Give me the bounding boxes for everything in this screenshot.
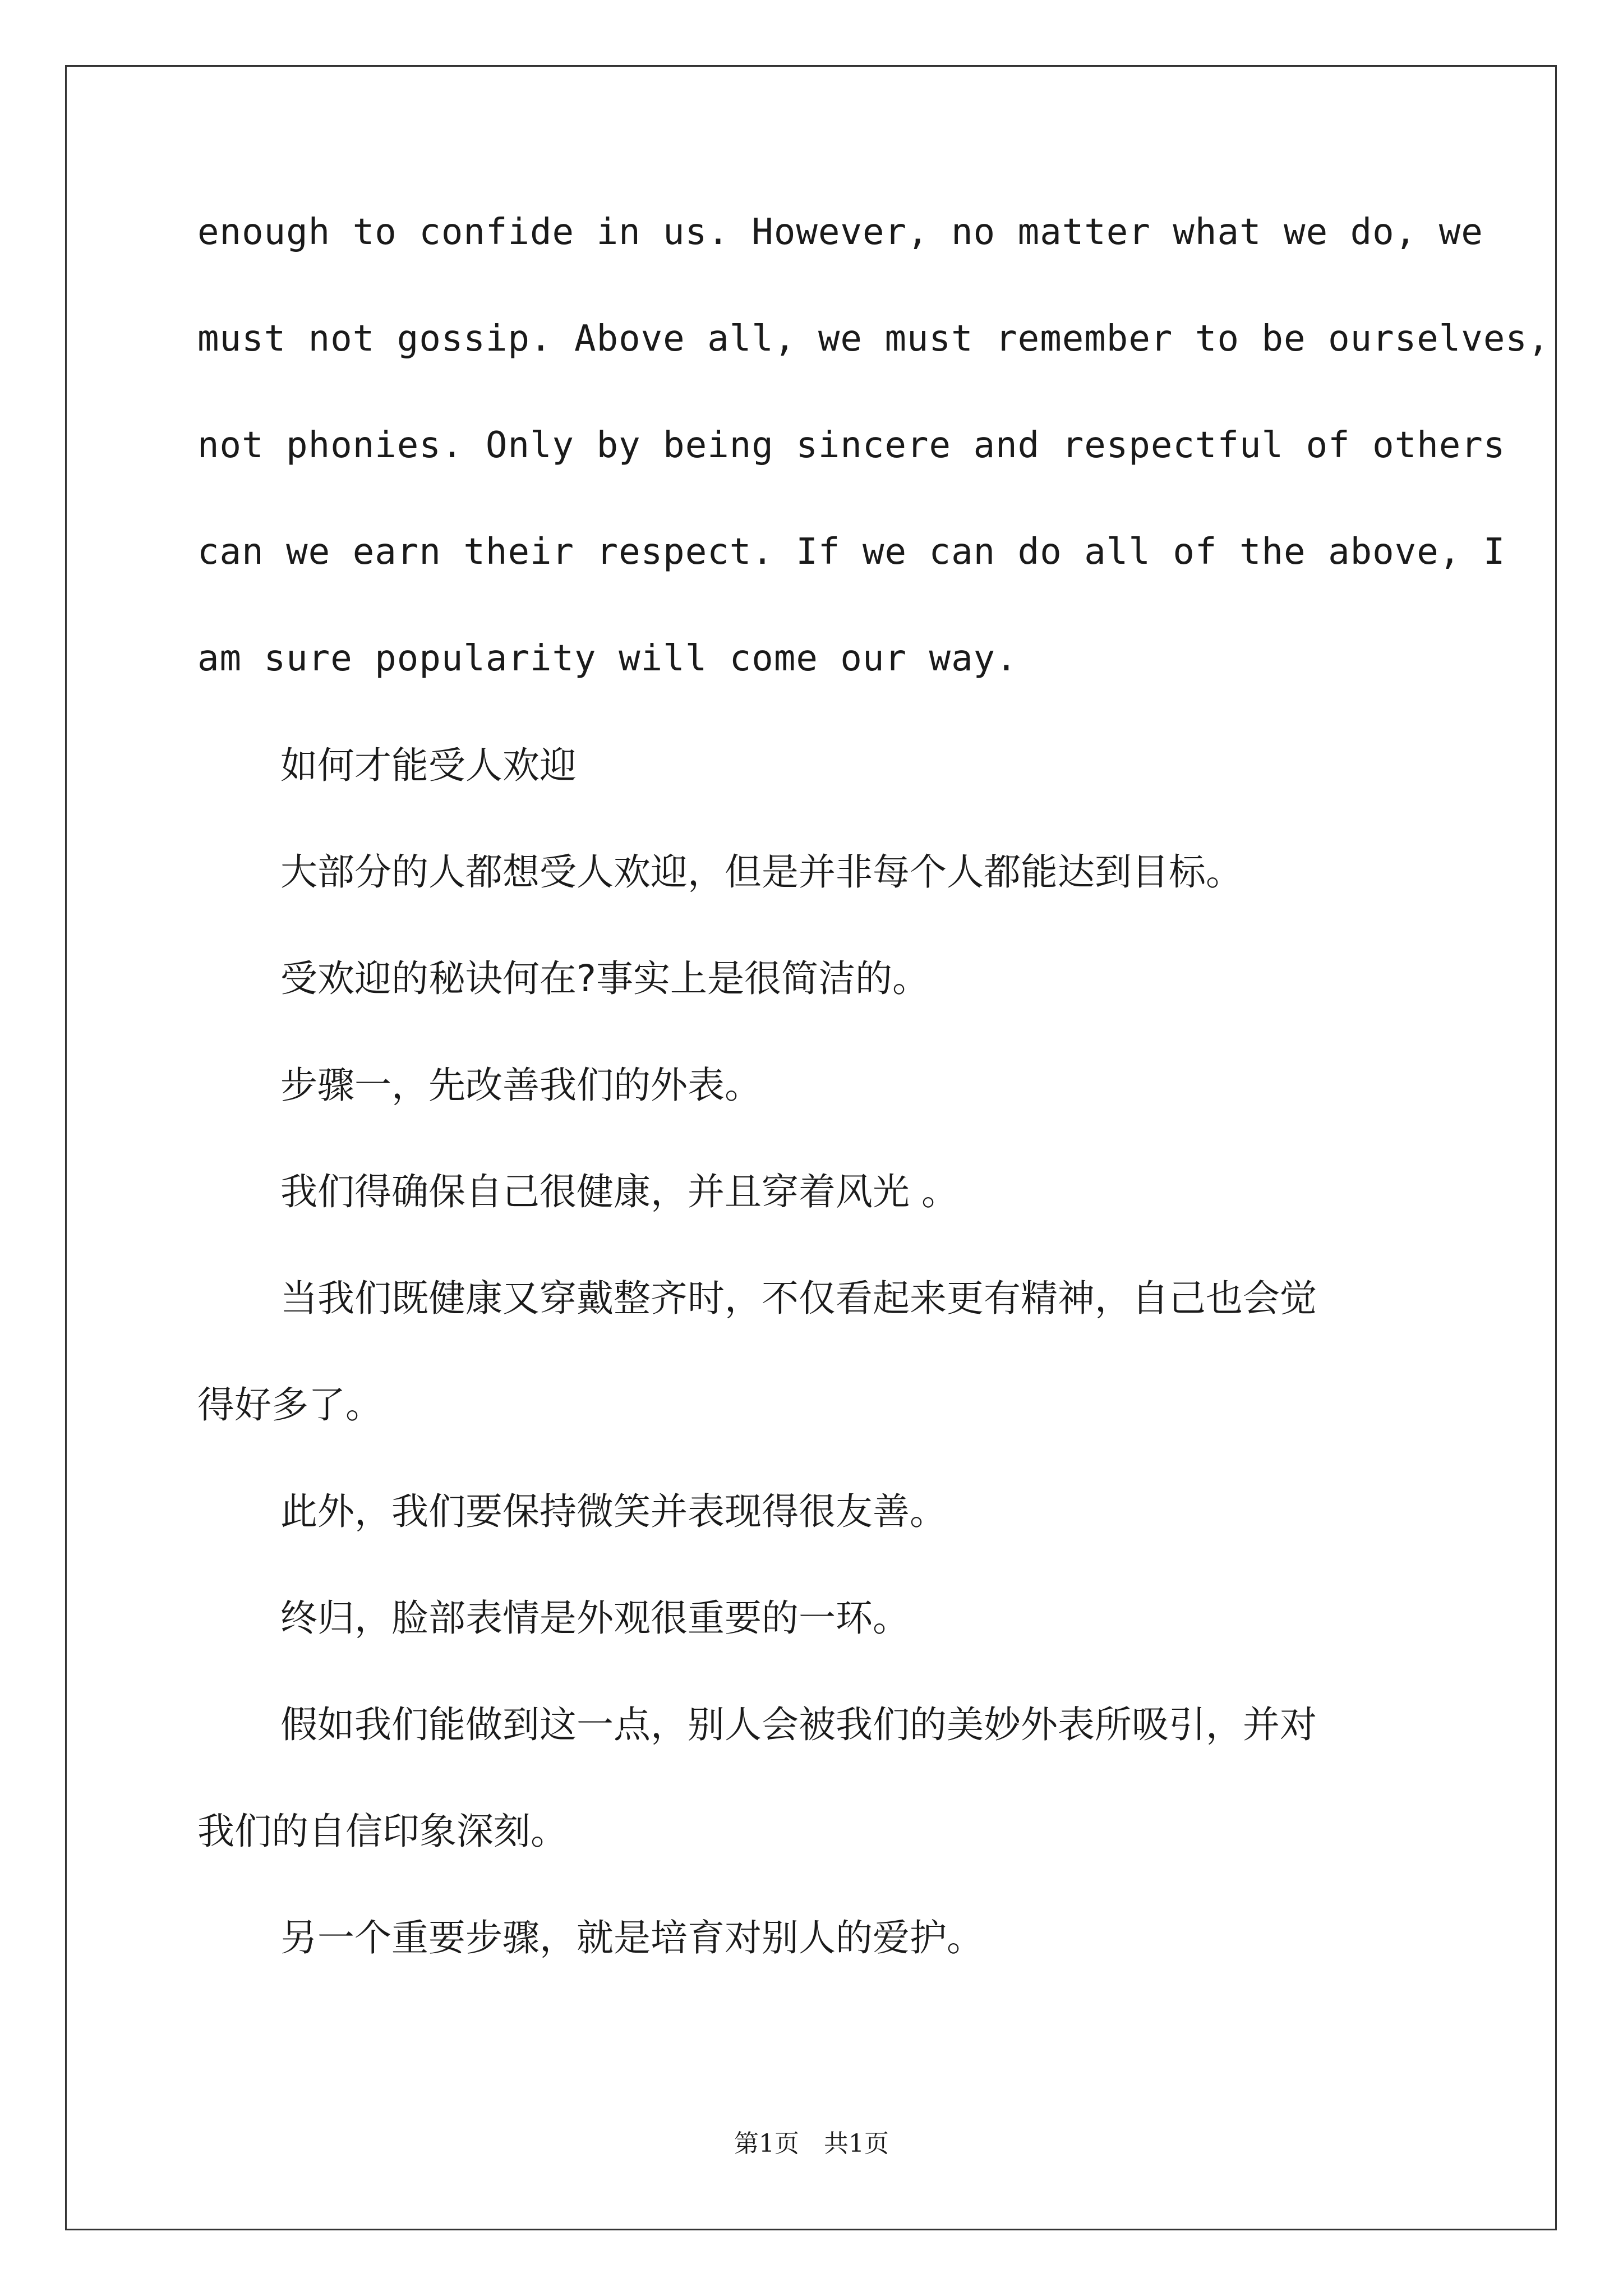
- section-heading: 如何才能受人欢迎: [280, 744, 577, 787]
- text-line: 另一个重要步骤，就是培育对别人的爱护。: [280, 1916, 984, 1959]
- text-line: 此外，我们要保持微笑并表现得很友善。: [280, 1490, 947, 1533]
- text-line: 假如我们能做到这一点，别人会被我们的美妙外表所吸引，并对: [280, 1703, 1317, 1746]
- text-line: 当我们既健康又穿戴整齐时，不仅看起来更有精神，自己也会觉: [280, 1277, 1317, 1320]
- page-number: 第1页: [734, 2129, 799, 2158]
- text-line: am sure popularity will come our way.: [197, 638, 1018, 679]
- text-line: 大部分的人都想受人欢迎，但是并非每个人都能达到目标。: [280, 850, 1243, 894]
- page-footer: [0, 2129, 1623, 2158]
- text-line: 得好多了。: [197, 1383, 382, 1427]
- document-body: [197, 211, 1550, 2026]
- text-line: enough to confide in us. However, no matter what we do, we: [197, 211, 1483, 253]
- text-line: 受欢迎的秘诀何在?事实上是很简洁的。: [280, 957, 930, 1000]
- text-line: 步骤一，先改善我们的外表。: [280, 1064, 762, 1107]
- text-line: must not gossip. Above all, we must remember to be ourselves,: [197, 318, 1550, 360]
- text-line: not phonies. Only by being sincere and respectful of others: [197, 425, 1506, 466]
- text-line: 我们的自信印象深刻。: [197, 1810, 568, 1853]
- text-line: 我们得确保自己很健康，并且穿着风光 。: [280, 1170, 958, 1213]
- text-line: can we earn their respect. If we can do all of the above, I: [197, 531, 1506, 573]
- text-line: 终归，脸部表情是外观很重要的一环。: [280, 1596, 910, 1640]
- page-total: 共1页: [824, 2129, 889, 2158]
